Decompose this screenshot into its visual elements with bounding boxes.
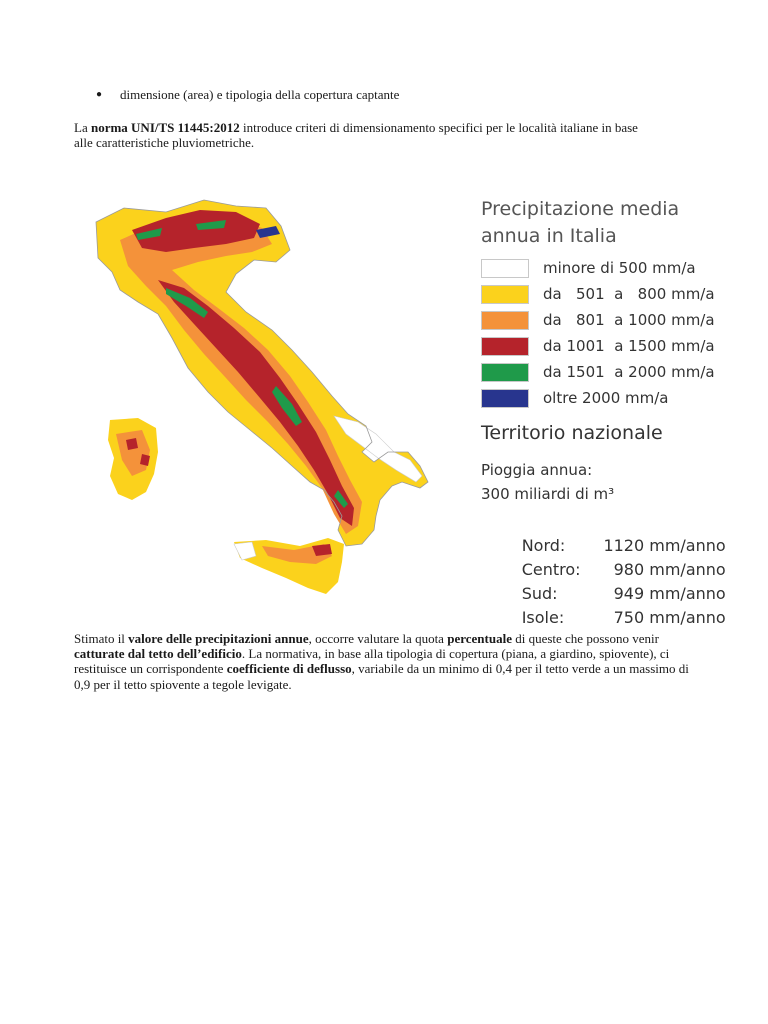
legend-item: da 801 a 1000 mm/a (481, 310, 715, 330)
norm-reference: norma UNI/TS 11445:2012 (90, 120, 240, 135)
region-row: Isole: 750 mm/anno (521, 608, 726, 627)
legend-item: da 1001 a 1500 mm/a (481, 336, 715, 356)
legend-swatch (481, 389, 529, 408)
legend-item: oltre 2000 mm/a (481, 388, 668, 408)
italy-rainfall-map (76, 190, 436, 610)
body-paragraph: Stimato il valore delle precipitazioni annue, occorre valutare la quota percentuale di queste che possono venir catturate dal tetto dell’edificio. La normativa, in base alla tipologia di copertura (piana, a giardino, spiovente), ci restituisce un corrispondente coefficiente di deflusso, variabile da un minimo di 0,4 per il tetto verde a un massimo di 0,9 per il tetto spiovente a tegole levigate. (74, 631, 689, 692)
map-legend (481, 190, 726, 627)
bullet-item (96, 86, 399, 103)
legend-item: da 501 a 800 mm/a (481, 284, 715, 304)
legend-swatch (481, 363, 529, 382)
bullet-text: dimensione (area) e tipologia della copertura captante (120, 87, 400, 102)
annual-rain: Pioggia annua: 300 miliardi di m³ (481, 461, 615, 503)
legend-item: da 1501 a 2000 mm/a (481, 362, 715, 382)
intro-paragraph: La norma UNI/TS 11445:2012 introduce criteri di dimensionamento specifici per le località italiane in base alle caratteristiche pluviometriche. (74, 120, 638, 150)
region-row: Centro: 980 mm/anno (521, 560, 726, 579)
bullet-icon: ● (96, 89, 103, 100)
territory-title: Territorio nazionale (481, 422, 663, 444)
legend-swatch (481, 259, 529, 278)
region-row: Sud: 949 mm/anno (521, 584, 726, 603)
legend-swatch (481, 285, 529, 304)
legend-swatch (481, 311, 529, 330)
region-row: Nord: 1120 mm/anno (521, 536, 726, 555)
legend-item: minore di 500 mm/a (481, 258, 696, 278)
legend-title: Precipitazione media annua in Italia (481, 198, 680, 247)
rainfall-figure (76, 190, 726, 627)
legend-swatch (481, 337, 529, 356)
